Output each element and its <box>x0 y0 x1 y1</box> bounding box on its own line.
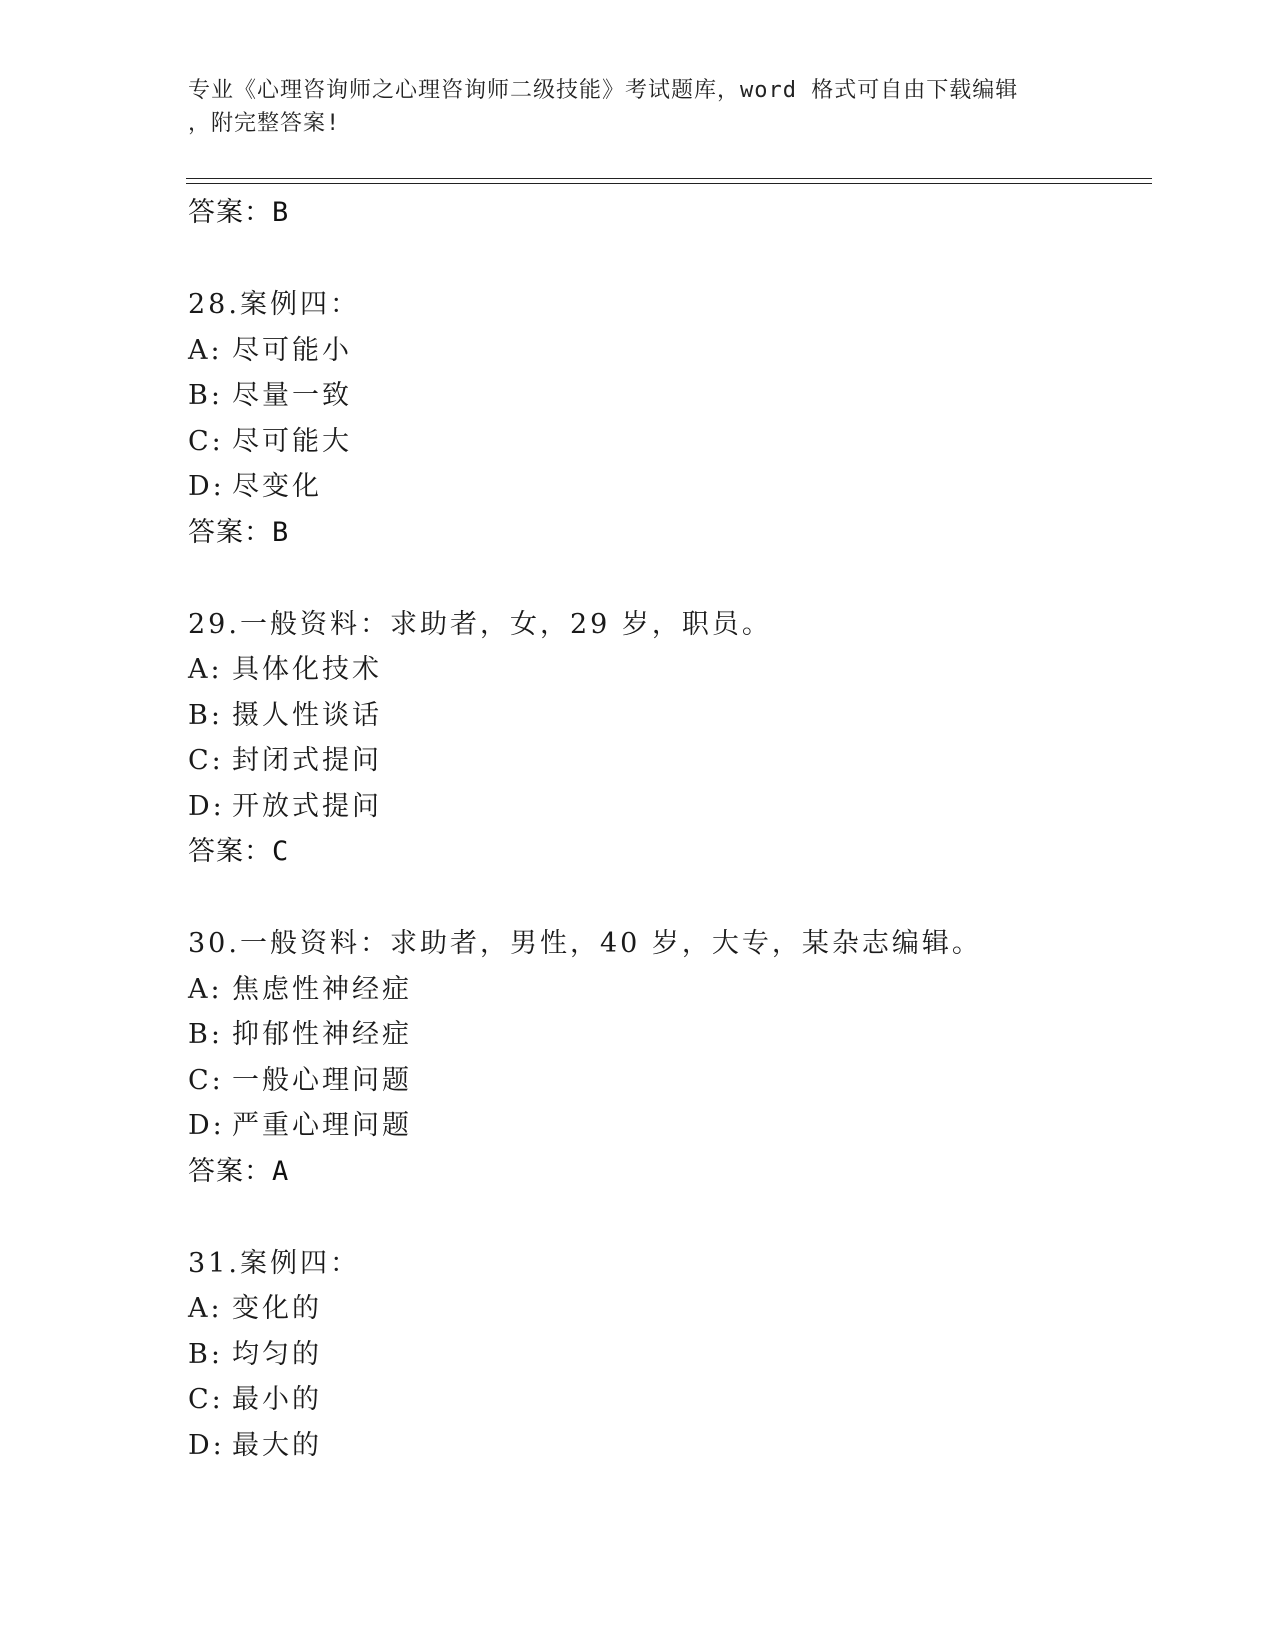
question-stem: 30.一般资料：求助者，男性，40 岁，大专，某杂志编辑。 <box>188 928 982 959</box>
option-letter: B: <box>188 380 223 411</box>
option-text: 一般心理问题 <box>232 1064 412 1096</box>
option-text: 具体化技术 <box>232 654 382 685</box>
option-d <box>188 464 1148 510</box>
option-a <box>188 647 1148 693</box>
option-d <box>188 1423 1148 1469</box>
option-letter: C: <box>188 425 224 457</box>
option-a <box>188 967 1148 1013</box>
question-stem: 31.案例四： <box>188 1247 360 1279</box>
answer-value: C <box>272 836 290 867</box>
header-rule-bottom <box>186 183 1152 184</box>
header-line-2: ，附完整答案! <box>188 111 341 136</box>
question-stem: 28.案例四： <box>188 289 360 320</box>
option-letter: B: <box>188 1338 223 1370</box>
option-text: 尽量一致 <box>232 380 352 411</box>
spacer <box>188 236 1148 282</box>
option-c <box>188 419 1148 465</box>
option-text: 均匀的 <box>232 1338 322 1370</box>
option-letter: A: <box>188 1293 223 1324</box>
option-text: 尽可能大 <box>232 425 352 457</box>
answer-line <box>188 510 1148 556</box>
option-c <box>188 738 1148 784</box>
option-letter: C: <box>188 745 224 776</box>
option-text: 焦虑性神经症 <box>232 973 412 1005</box>
answer-prefix: 答案： <box>188 1155 272 1187</box>
option-letter: D: <box>188 471 225 502</box>
option-b <box>188 693 1148 739</box>
option-text: 尽可能小 <box>232 334 352 366</box>
answer-line <box>188 829 1148 875</box>
answer-prefix: 答案： <box>188 516 272 548</box>
option-letter: A: <box>188 654 223 685</box>
option-text: 开放式提问 <box>232 790 382 822</box>
option-text: 抑郁性神经症 <box>232 1019 412 1050</box>
option-text: 封闭式提问 <box>232 745 382 776</box>
option-text: 严重心理问题 <box>232 1110 412 1141</box>
option-text: 最小的 <box>232 1384 322 1415</box>
option-letter: A: <box>188 973 223 1005</box>
option-letter: D: <box>188 1110 225 1141</box>
spacer <box>188 1195 1148 1241</box>
spacer <box>188 875 1148 921</box>
answer-prefix: 答案： <box>188 836 272 867</box>
option-letter: C: <box>188 1064 224 1096</box>
answer-line <box>188 1149 1148 1195</box>
answer-value: A <box>272 1155 290 1187</box>
header-line-1: 专业《心理咨询师之心理咨询师二级技能》考试题库，word 格式可自由下载编辑 <box>188 78 1019 103</box>
answer-value: B <box>272 516 290 548</box>
option-letter: D: <box>188 1429 225 1461</box>
option-letter: A: <box>188 334 223 366</box>
option-letter: B: <box>188 699 223 731</box>
option-d <box>188 784 1148 830</box>
answer-prefix: 答案： <box>188 197 272 228</box>
answer-line <box>188 190 1148 236</box>
question-list <box>188 190 1148 1468</box>
page-header <box>188 74 1068 140</box>
header-rule-top <box>186 178 1152 179</box>
option-d <box>188 1103 1148 1149</box>
answer-value: B <box>272 197 290 228</box>
option-text: 摄人性谈话 <box>232 699 382 731</box>
option-b <box>188 373 1148 419</box>
option-letter: D: <box>188 790 225 822</box>
question-stem: 29.一般资料：求助者，女，29 岁，职员。 <box>188 608 772 640</box>
spacer <box>188 556 1148 602</box>
option-text: 最大的 <box>232 1429 322 1461</box>
option-c <box>188 1058 1148 1104</box>
option-letter: C: <box>188 1384 224 1415</box>
option-a <box>188 328 1148 374</box>
option-text: 尽变化 <box>232 471 322 502</box>
option-c <box>188 1377 1148 1423</box>
option-text: 变化的 <box>232 1293 322 1324</box>
option-letter: B: <box>188 1019 223 1050</box>
option-a <box>188 1286 1148 1332</box>
option-b <box>188 1332 1148 1378</box>
option-b <box>188 1012 1148 1058</box>
